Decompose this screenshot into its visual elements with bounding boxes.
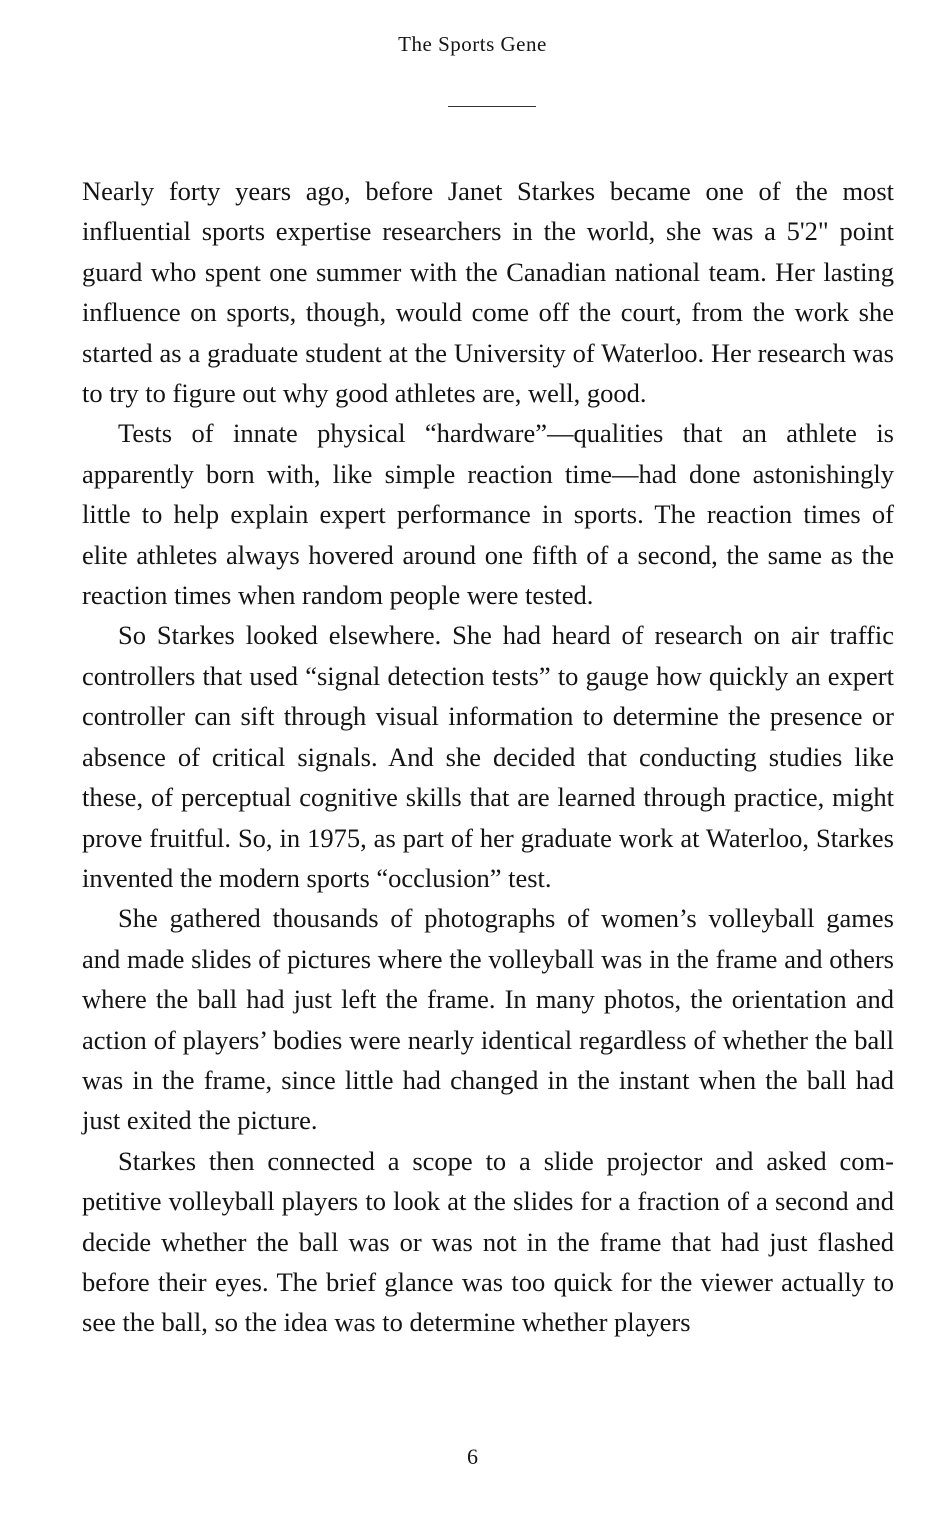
paragraph-5: Starkes then connected a scope to a slide projector and asked competitive volleyball players to look at the slides for a fraction of a second and decide whether the ball was or was not in the frame that had just flashed before their eyes. The brief glance was too quick for the viewer actually to see the ball, so the idea was to determine whether players [82,1145,894,1338]
body-text [82,171,894,1343]
header-rule [448,106,536,107]
paragraph-2: Tests of innate physical “hardware”—qualities that an athlete is apparently born with, like simple reaction time—had done astonishingly little to help explain expert performance in sports. The reaction times of elite athletes always hovered around one fifth of a second, the same as the reaction times when random people were tested. [82,418,894,611]
page-number: 6 [467,1444,478,1469]
paragraph-1: Nearly forty years ago, before Janet Starkes became one of the most influential sports expertise researchers in the world, she was a 5'2" point guard who spent one summer with the Canadian national team. Her lasting influence on sports, though, would come off the court, from the work she started as a graduate student at the University of Waterloo. Her research was to try to figure out why good athletes are, well, good. [82,176,894,409]
paragraph-4: She gathered thousands of photographs of women’s volleyball games and made slides of pictures where the volleyball was in the frame and others where the ball had just left the frame. In many photos, the orientation and action of players’ bodies were nearly identical regardless of whether the ball was in the frame, since little had changed in the instant when the ball had just exited the picture. [82,903,894,1136]
paragraph-3: So Starkes looked elsewhere. She had heard of research on air traffic controllers that used “signal detection tests” to gauge how quickly an expert controller can sift through visual information to determine the presence or absence of critical signals. And she decided that conducting studies like these, of perceptual cognitive skills that are learned through practice, might prove fruitful. So, in 1975, as part of her graduate work at Waterloo, Starkes invented the modern sports “occlusion” test. [82,620,894,893]
running-head: The Sports Gene [398,32,547,56]
